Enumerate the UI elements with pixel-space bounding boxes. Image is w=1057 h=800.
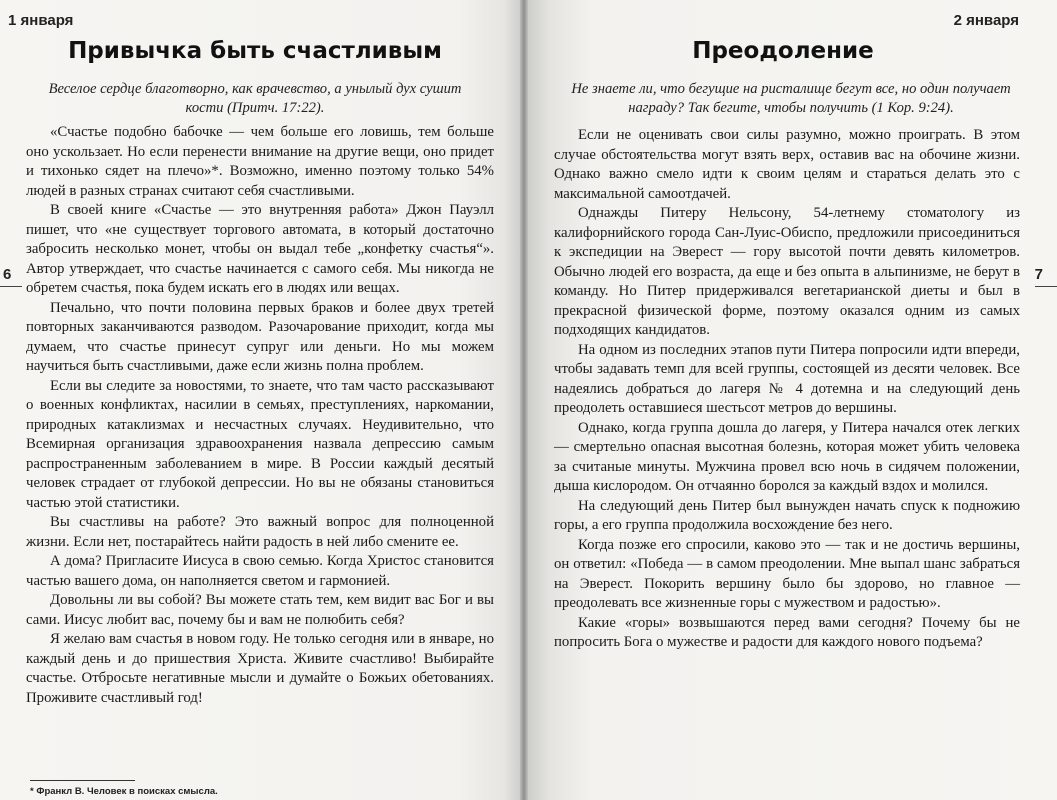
right-paragraph-2: Однажды Питеру Нельсону, 54-летнему стоматологу из калифорнийского города Сан-Луис-Обиспо, предложили присоединиться к экспедиции на Эверест — гору высотой почти девять километров. Обычно людей его возраста, да еще и без опыта в альпинизме, не берут в команду. Но Питер придерживался вегетарианской диеты и был в прекрасной физической форме, поэтому оказался одним из самых подходящих кандидатов. xyxy=(554,205,1020,338)
right-paragraph-5: На следующий день Питер был вынужден начать спуск к подножию горы, а его группа продолжила восхождение без него. xyxy=(554,497,1020,533)
left-paragraph-4: Если вы следите за новостями, то знаете, что там часто рассказывают о военных конфликтах, насилии в семьях, преступлениях, наркомании, природных катаклизмах и несчастных случаях. Неудивительно, что Всемирная организация здравоохранения назвала депрессию самым распространенным заболеванием в мире. В России каждый десятый человек страдает от глубокой депрессии. Но вы не обязаны становиться частью этой статистики. xyxy=(26,377,494,511)
right-paragraph-3: На одном из последних этапов пути Питера попросили идти впереди, чтобы задавать темп для всей группы, состоящей из десяти человек. Все надеялись добраться до лагеря № 4 дотемна и на следующий день преодолеть оставшиеся шестьсот метров до вершины. xyxy=(554,341,1020,416)
left-page-number: 6 xyxy=(3,266,12,283)
left-paragraph-3: Печально, что почти половина первых браков и более двух третей повторных заканчиваются разводом. Разочарование приходит, когда мы думаем, что счастье принесут супруг или деньги. Но мы можем научиться быть счастливыми, даже если жизнь полна проблем. xyxy=(26,299,494,374)
right-page-date: 2 января xyxy=(953,12,1019,29)
left-paragraph-6: А дома? Пригласите Иисуса в свою семью. Когда Христос становится частью вашего дома, он наполняется светом и гармонией. xyxy=(26,553,494,589)
right-paragraph-4: Однако, когда группа дошла до лагеря, у Питера начался отек легких — смертельно опасная высотная болезнь, которая может убить человека за считаные минуты. Мужчина провел всю ночь в сидячем положении, дыша кислородом. Он отчаянно боролся за каждый вздох и молился. xyxy=(554,419,1020,494)
footnote-rule xyxy=(30,780,135,781)
left-paragraph-1: «Счастье подобно бабочке — чем больше его ловишь, тем больше оно ускользает. Но если перенести внимание на другие вещи, оно придет и тихонько сядет на плечо»*. Возможно, именно поэтому только 54% людей в разных странах считают себя счастливыми. xyxy=(26,124,494,199)
left-page-number-rule xyxy=(0,286,22,287)
right-paragraph-7: Какие «горы» возвышаются перед вами сегодня? Почему бы не попросить Бога о мужестве и радости для каждого нового подъема? xyxy=(554,614,1020,650)
right-page xyxy=(528,0,1057,800)
right-paragraph-6: Когда позже его спросили, каково это — так и не достичь вершины, он ответил: «Победа — в самом преодолении. Мне выпал шанс забраться на Эверест. Покорить вершину было бы здорово, но главное — преодолевать все жизненные горы с мужеством и радостью». xyxy=(554,536,1020,611)
left-page-epigraph: Веселое сердце благотворно, как врачевство, а унылый дух сушит кости (Притч. 17:22). xyxy=(48,81,462,116)
left-paragraph-2: В своей книге «Счастье — это внутренняя работа» Джон Пауэлл пишет, что «не существует торгового автомата, в который достаточно забросить несколько монет, чтобы он выдал тебе „конфетку счастья“». Автор утверждает, что счастье начинается с самого себя. Мы никогда не обретем счастья, пока будем искать его в людях или вещах. xyxy=(26,202,494,296)
left-page-date: 1 января xyxy=(8,12,74,29)
right-page-number: 7 xyxy=(1034,266,1043,283)
right-page-title: Преодоление xyxy=(692,38,874,64)
right-paragraph-1: Если не оценивать свои силы разумно, можно проиграть. В этом случае обстоятельства могут взять верх, оставив вас на обочине жизни. Однако важно смело идти к своим целям и стараться делать это с максимальной самоотдачей. xyxy=(554,127,1020,202)
footnote: * Франкл В. Человек в поисках смысла. xyxy=(30,786,218,797)
left-page xyxy=(0,0,520,800)
left-paragraph-5: Вы счастливы на работе? Это важный вопрос для полноценной жизни. Если нет, постарайтесь найти радость в ней либо смените ее. xyxy=(26,514,494,550)
book-gutter xyxy=(520,0,528,800)
left-page-title: Привычка быть счастливым xyxy=(68,38,442,64)
right-page-epigraph: Не знаете ли, что бегущие на ристалище бегут все, но один получает награду? Так бегите, чтобы получить (1 Кор. 9:24). xyxy=(571,81,1011,116)
left-paragraph-7: Довольны ли вы собой? Вы можете стать тем, кем видит вас Бог и вы сами. Иисус любит вас, почему бы и вам не полюбить себя? xyxy=(26,592,494,628)
right-page-body xyxy=(554,126,1020,653)
left-paragraph-8: Я желаю вам счастья в новом году. Не только сегодня или в январе, но каждый день и до пришествия Христа. Живите счастливо! Выбирайте счастье. Отбросьте негативные мысли и думайте о Божьих обетованиях. Проживите счастливый год! xyxy=(26,631,494,706)
left-page-body xyxy=(26,123,494,708)
right-page-number-rule xyxy=(1035,286,1057,287)
